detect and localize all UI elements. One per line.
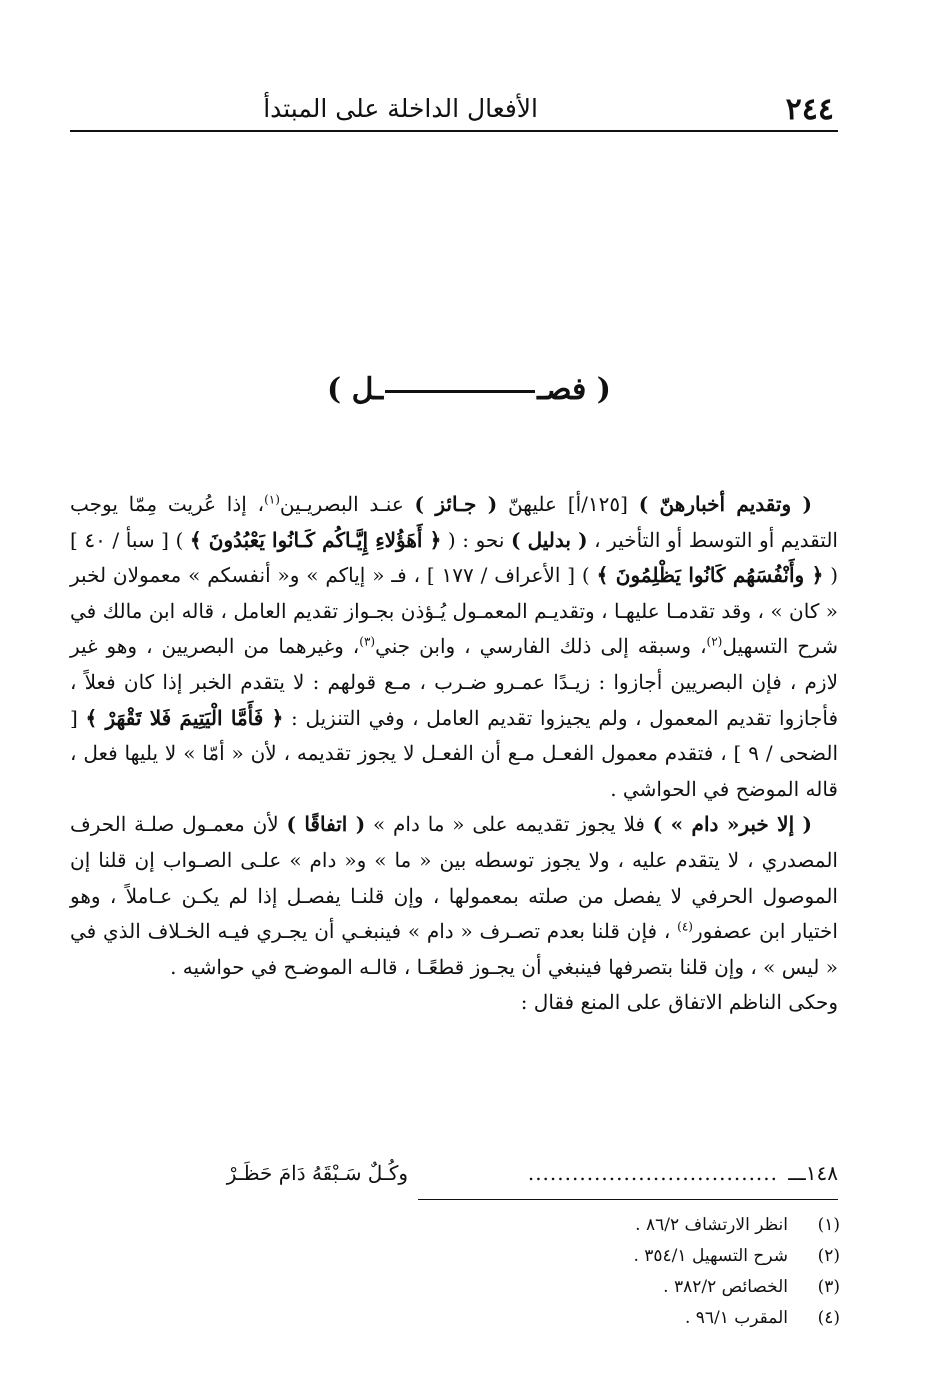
text-run: ، إذا عُريت مِمّا يوجب التقديم أو التوسط أو التأخير ،: [70, 492, 838, 552]
text-run: عنـد البصريـين: [279, 492, 415, 516]
text-run: [١٢٥/أ] عليهنّ: [497, 492, 639, 516]
footnote-text: شرح التسهيل ٣٥٤/١ .: [633, 1246, 788, 1266]
text-run: [ الضحى / ٩ ] ، فتقدم معمول الفعـل مـع أن الفعـل لا يجوز تقديمه ، لأن « أمّا » لا يليها فعل ، قاله الموضح في الحواشي .: [70, 705, 839, 801]
footnote-ref[interactable]: (٣): [359, 634, 376, 649]
text-run: ، وسبقه إلى ذلك الفارسي ، وابن جني: [375, 634, 707, 659]
heading-word-end: ـل: [351, 372, 384, 407]
text-run: ، وغيرهما من البصريين ، وهو غير لازم ، فإن البصريين أجازوا : زيـدًا عمـرو ضـرب ، مـع قولهم : لا يتقدم الخبر إذا كان فعلاً ، فأجازوا تقديم المعمول ، ولم يجيزوا تقديم العامل ، وفي التنزيل :: [70, 634, 838, 730]
footnote-ref[interactable]: (٢): [706, 634, 723, 649]
text-run: لأن معمـول صلـة الحرف المصدري ، لا يتقدم عليه ، ولا يجوز توسطه بين « ما » و« دام » علـى الصـواب إن قلنا إن الموصول الحرفي لا يفصل من صلته بمعمولها ، وإن قلنـا يفصـل إذا لم يكـن عـاملاً ، وهو اختيار ابن عصفور: [70, 812, 838, 944]
bold-term: ( بدليل ): [510, 527, 588, 552]
text-run: ) [ سبأ / ٤٠ ] (: [70, 527, 839, 588]
text-run: فلا يجوز تقديمه على « ما دام »: [365, 812, 653, 837]
footnote-divider: [418, 1199, 838, 1200]
verse-number: ١٤٨ـــ: [788, 1161, 838, 1185]
footnote-item: [240, 1272, 840, 1303]
footnote-ref[interactable]: (٤): [677, 919, 693, 934]
footnote-item: [240, 1210, 840, 1241]
footnote-text: انظر الارتشاف ٨٦/٢ .: [635, 1215, 788, 1235]
footnote-number: (٤): [817, 1308, 840, 1328]
paragraph: [70, 487, 838, 807]
text-run: ، فإن قلنا بعدم تصـرف « دام » فينبغـي أن يجـري فيـه الخـلاف الذي في « ليس » ، وإن قلنا بتصرفها فينبغي أن يجـوز قطعًـا ، قالـه الموضـح في حواشيه .: [70, 919, 838, 979]
heading-word-start: فصـ: [537, 372, 587, 407]
quran-verse: ﴿ فَأَمَّا الْيَتِيمَ فَلا تَقْهَرْ ﴾: [85, 705, 284, 730]
footnote-text: المقرب ٩٦/١ .: [684, 1308, 788, 1328]
footnote-text: الخصائص ٣٨٢/٢ .: [663, 1277, 788, 1297]
running-title: الأفعال الداخلة على المبتدأ: [263, 94, 538, 123]
quran-verse: ﴿ وأَنْفُسَهُم كَانُوا يَظْلِمُونَ ﴾: [596, 563, 824, 588]
verse-line: [70, 1158, 838, 1188]
bold-term: ( جـائز ): [414, 492, 498, 516]
page-number: ٢٤٤: [785, 92, 834, 127]
bold-term: ( وتقديم أخبارهنّ ): [638, 492, 812, 516]
footnotes: [240, 1210, 840, 1334]
page-header: [70, 90, 838, 132]
verse-text: وكُـلٌ سَـبْقَهُ دَامَ حَظَـرْ: [226, 1161, 408, 1185]
footnote-item: [240, 1241, 840, 1272]
heading-close-paren: ): [327, 372, 342, 407]
kashida-stretch: [385, 390, 535, 393]
heading-open-paren: (: [596, 372, 611, 407]
verse-ellipsis: ..................................: [527, 1161, 778, 1185]
footnote-number: (٣): [817, 1277, 840, 1297]
footnote-number: (٢): [817, 1246, 840, 1266]
footnote-number: (١): [817, 1215, 840, 1235]
footnote-item: [240, 1303, 840, 1334]
main-text: [70, 487, 838, 1021]
bold-term: ( اتفاقًا ): [286, 812, 366, 837]
text-run: وحكى الناظم الاتفاق على المنع فقال :: [520, 990, 838, 1015]
text-run: ) [ الأعراف / ١٧٧ ] ، فـ « إياكم » و« أنفسكم » معمولان لخبر « كان » ، وقد تقدمـا عليهـا ، وتقديـم المعمـول يُـؤذن بجـواز تقديم العامل ، قاله ابن مالك في شرح التسهيل: [70, 563, 838, 659]
paragraph: [70, 807, 838, 985]
text-run: نحو : (: [441, 527, 511, 552]
paragraph: [70, 985, 838, 1021]
footnote-ref[interactable]: (١): [264, 492, 280, 507]
section-heading: [0, 372, 938, 407]
quran-verse: ﴿ أَهَؤُلاءِ إِيَّـاكُم كَـانُوا يَعْبُدُونَ ﴾: [189, 527, 442, 552]
bold-term: ( إلا خبر« دام » ): [652, 812, 812, 837]
